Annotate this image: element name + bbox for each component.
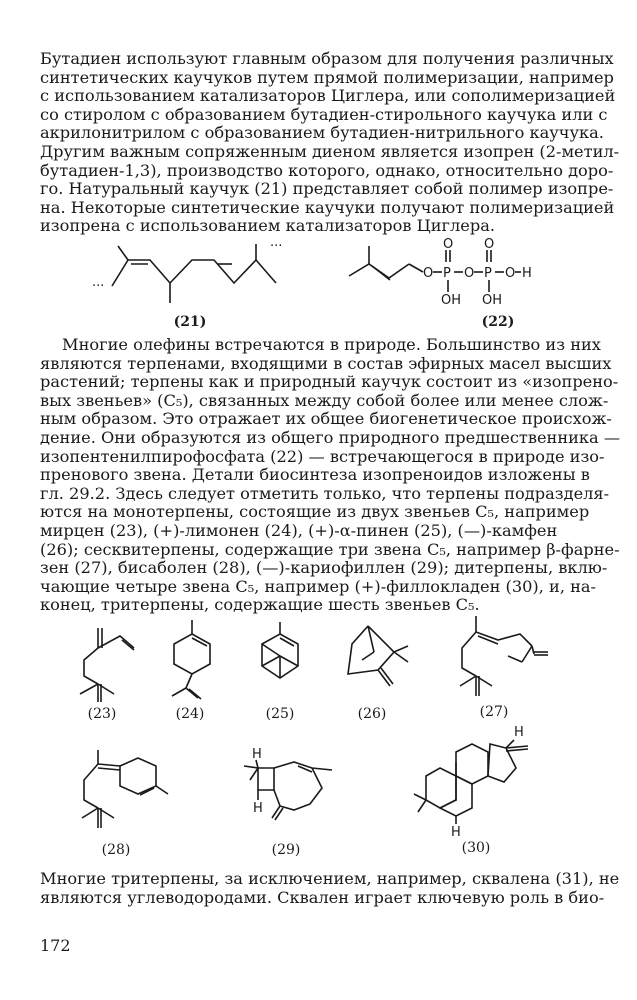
paragraph-3 [40,870,618,907]
hydrogen: H [253,801,263,816]
hydroxyl: OH [482,293,503,308]
text-line: являются терпенами, входящими в состав эфирных масел высших [40,353,612,373]
phosphorus: P [484,266,492,281]
text-line: Многие олефины встречаются в природе. Большинство из них [62,335,601,354]
hydrogen: H [451,825,461,840]
paragraph-1 [40,50,618,236]
text-line: со стиролом с образованием бутадиен-стирольного каучука или с [40,104,608,124]
text-line: Бутадиен используют главным образом для получения различных [40,49,614,68]
text-line: вых звеньев» (C₅), связанных между собой более или менее слож- [40,390,609,410]
hydrogen: H [514,725,524,740]
label-23: (23) [87,706,117,722]
label-25: (25) [265,706,295,722]
text-line: с использованием катализаторов Циглера, или сополимеризацией [40,86,616,106]
chain-dots: ··· [270,239,283,254]
text-line: Другим важным сопряженным диеном является изопрен (2-метил- [40,141,620,161]
structure-23-myrcene [68,618,148,708]
text-line: зен (27), бисаболен (28), (—)-кариофиллен (29); дитерпены, вклю- [40,558,608,578]
oxygen: O [464,266,475,281]
structure-29-caryophyllene [236,744,346,836]
text-line: изопентенилпирофосфата (22) — встречающегося в природе изо- [40,446,605,466]
label-21: (21) [173,314,207,330]
label-30: (30) [461,840,491,856]
text-line: акрилонитрилом с образованием бутадиен-нитрильного каучука. [40,123,604,143]
oxygen: O [443,237,454,252]
text-line: ются на монотерпены, состоящие из двух звеньев C₅, например [40,502,590,522]
structure-25-alpha-pinene [250,618,310,694]
text-line: конец, тритерпены, содержащие шесть звеньев C₅. [40,595,480,615]
structure-22-ipp [345,236,555,314]
paragraph-2 [40,335,621,615]
hydroxyl: OH [441,293,462,308]
text-line: растений; терпены как и природный каучук состоит из «изопрено- [40,372,619,392]
text-line: гл. 29.2. Здесь следует отметить только, что терпены подразделя- [40,483,610,503]
label-27: (27) [479,704,509,720]
structure-30-phyllocladene [410,722,550,842]
structure-26-camphene [338,618,422,700]
text-line: на. Некоторые синтетические каучуки получают полимеризацией [40,197,615,217]
text-line: синтетических каучуков путем прямой полимеризации, например [40,67,614,87]
label-28: (28) [101,842,131,858]
chain-dots: ··· [92,279,105,294]
text-line: бутадиен-1,3), производство которого, однако, относительно доро- [40,160,614,180]
text-line: чающие четыре звена C₅, например (+)-филлокладен (30), и, на- [40,576,597,596]
phosphorus: P [443,266,451,281]
oxygen: O [423,266,434,281]
text-line: пренового звена. Детали биосинтеза изопреноидов изложены в [40,465,590,485]
label-22: (22) [481,314,515,330]
oxygen: O [484,237,495,252]
text-line: мирцен (23), (+)-лимонен (24), (+)-α-пинен (25), (—)-камфен [40,520,558,540]
text-line: ным образом. Это отражает их общее биогенетическое происхож- [40,409,612,429]
structure-28-bisabolene [68,744,188,840]
hydrogen: H [522,266,532,281]
label-26: (26) [357,706,387,722]
text-line: го. Натуральный каучук (21) представляет собой полимер изопре- [40,179,614,199]
oxygen: O [505,266,516,281]
hydrogen: H [252,747,262,762]
label-29: (29) [271,842,301,858]
text-line: Многие тритерпены, за исключением, например, сквалена (31), не [40,869,620,888]
structure-21-natural-rubber [90,238,290,308]
label-24: (24) [175,706,205,722]
structure-27-farnesene [448,612,558,704]
text-line: (26); сесквитерпены, содержащие три звена C₅, например β-фарне- [40,539,620,559]
page-number: 172 [40,936,71,955]
text-line: являются углеводородами. Сквален играет ключевую роль в био- [40,887,605,907]
text-line: изопрена с использованием катализаторов Циглера. [40,216,496,236]
text-line: дение. Они образуются из общего природного предшественника — [40,427,621,447]
structure-24-limonene [158,614,228,706]
